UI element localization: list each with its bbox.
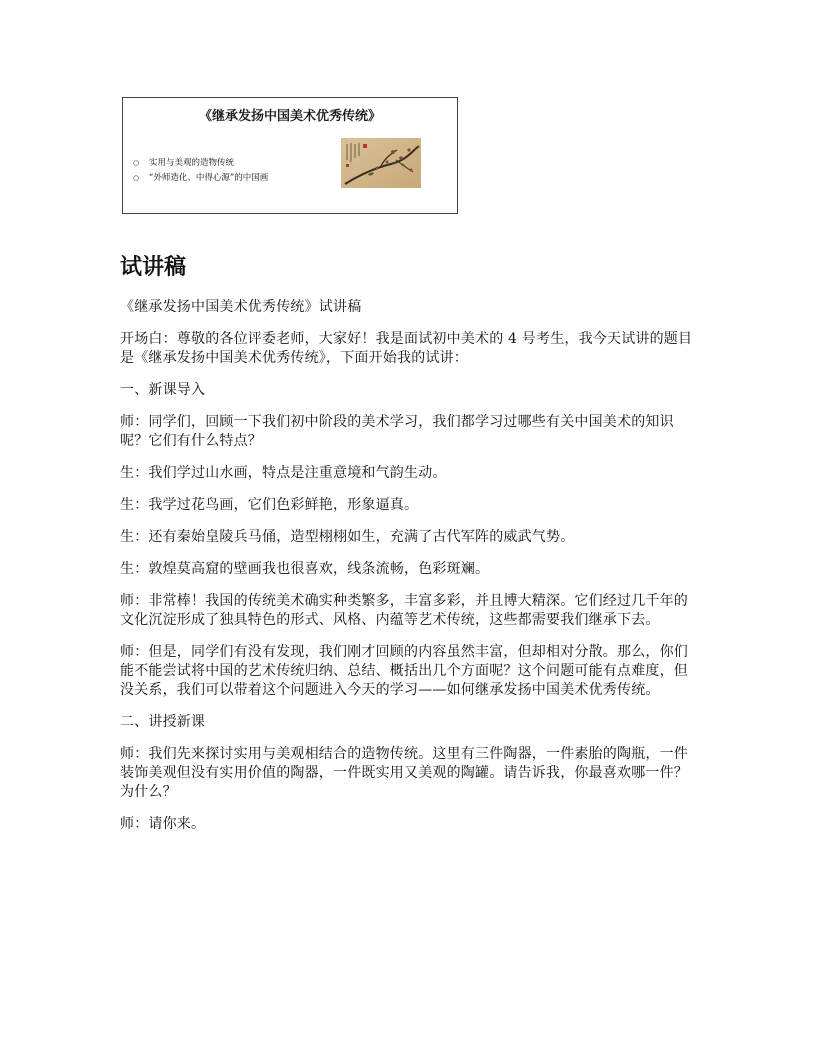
paragraph: 师：请你来。 [120, 816, 206, 832]
bullet-circle-icon: ○ [133, 159, 140, 167]
bullet-circle-icon: ○ [133, 174, 140, 182]
section-heading: 二、讲授新课 [120, 714, 206, 730]
slide-bullet-list [133, 156, 268, 186]
document-heading: 试讲稿 [120, 255, 187, 280]
section-heading: 一、新课导入 [120, 382, 206, 398]
slide-bullet-item: ○ “外师造化、中得心源”的中国画 [133, 171, 268, 186]
document-body [120, 298, 700, 847]
paragraph: 生：还有秦始皇陵兵马俑，造型栩栩如生，充满了古代军阵的威武气势。 [120, 529, 575, 545]
paragraph: 生：敦煌莫高窟的壁画我也很喜欢，线条流畅，色彩斑斓。 [120, 561, 490, 577]
paragraph: 开场白：尊敬的各位评委老师，大家好！我是面试初中美术的 4 号考生，我今天试讲的题目是《继承发扬中国美术优秀传统》，下面开始我的试讲： [120, 331, 693, 366]
paragraph: 师：但是，同学们有没有发现，我们刚才回顾的内容虽然丰富，但却相对分散。那么，你们能不能尝试将中国的艺术传统归纳、总结、概括出几个方面呢？这个问题可能有点难度，但没关系，我们可以带着这个问题进入今天的学习——如何继承发扬中国美术优秀传统。 [120, 644, 688, 698]
paragraph: 生：我们学过山水画，特点是注重意境和气韵生动。 [120, 465, 447, 481]
slide-bullet-item: ○ 实用与美观的造物传统 [133, 156, 268, 171]
paragraph: 师：同学们，回顾一下我们初中阶段的美术学习，我们都学习过哪些有关中国美术的知识呢？它们有什么特点？ [120, 414, 674, 449]
slide-title: 《继承发扬中国美术优秀传统》 [198, 109, 381, 124]
paragraph: 生：我学过花鸟画，它们色彩鲜艳，形象逼真。 [120, 497, 419, 513]
chinese-flower-bird-painting-icon [341, 138, 421, 188]
paragraph: 《继承发扬中国美术优秀传统》试讲稿 [120, 299, 362, 315]
slide-thumbnail [122, 97, 458, 214]
paragraph: 师：非常棒！我国的传统美术确实种类繁多，丰富多彩，并且博大精深。它们经过几千年的文化沉淀形成了独具特色的形式、风格、内蕴等艺术传统，这些都需要我们继承下去。 [120, 593, 688, 628]
paragraph: 师：我们先来探讨实用与美观相结合的造物传统。这里有三件陶器，一件素胎的陶瓶，一件装饰美观但没有实用价值的陶器，一件既实用又美观的陶罐。请告诉我，你最喜欢哪一件？为什么？ [120, 746, 688, 800]
